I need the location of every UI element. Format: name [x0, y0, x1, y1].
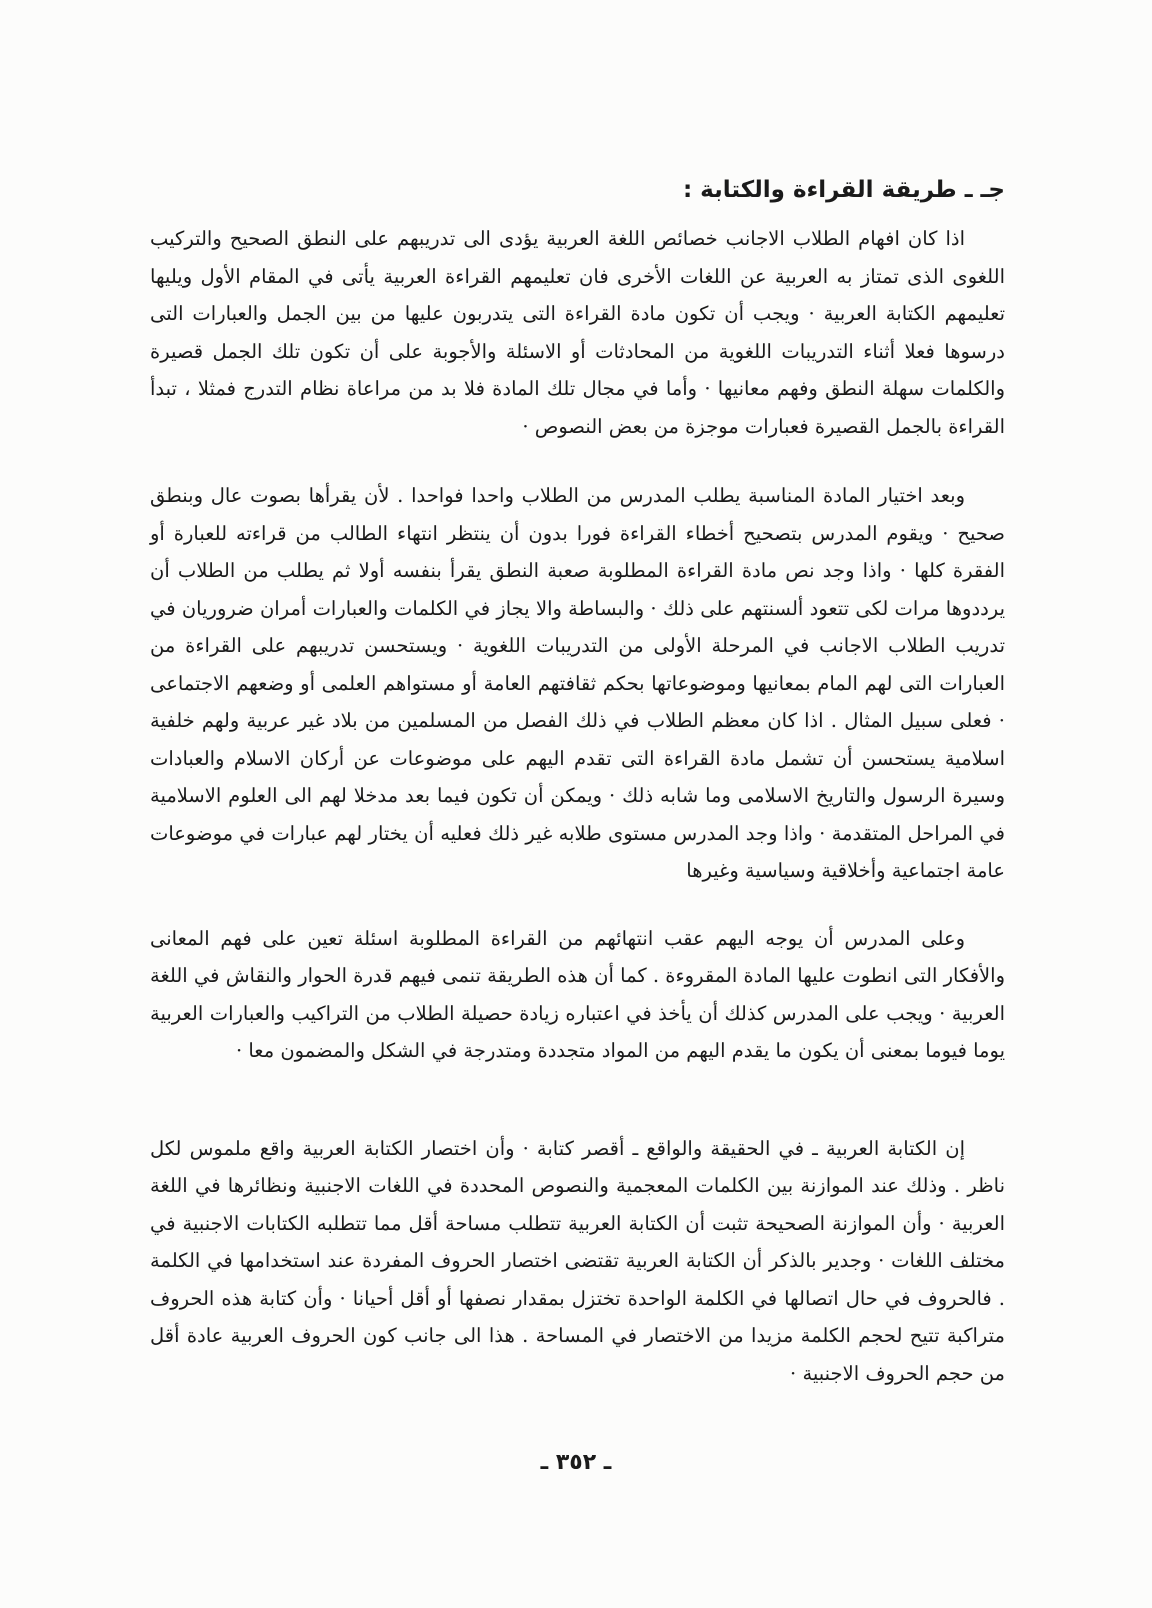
- section-heading: جـ ـ طريقة القراءة والكتابة :: [682, 177, 1005, 203]
- paragraph-1: اذا كان افهام الطلاب الاجانب خصائص اللغة العربية يؤدى الى تدريبهم على النطق الصحيح والتركيب اللغوى الذى تمتاز به العربية عن اللغات الأخرى فان تعليمهم القراءة العربية يأتى في المقام الأول ويليها تعليمهم الكتابة العربية · ويجب أن تكون مادة القراءة التى يتدربون عليها من بين الجمل والعبارات التى درسوها فعلا أثناء التدريبات اللغوية من المحادثات أو الاسئلة والأجوبة على أن تكون تلك الجمل قصيرة والكلمات سهلة النطق وفهم معانيها · وأما في مجال تلك المادة فلا بد من مراعاة نظام التدرج فمثلا ، تبدأ القراءة بالجمل القصيرة فعبارات موجزة من بعض النصوص ·: [150, 227, 1005, 438]
- page-number: ـ ٣٥٢ ـ: [540, 1450, 612, 1475]
- paragraph-4: إن الكتابة العربية ـ في الحقيقة والواقع ـ أقصر كتابة · وأن اختصار الكتابة العربية واقع ملموس لكل ناظر . وذلك عند الموازنة بين الكلمات المعجمية والنصوص المحددة في اللغات الاجنبية ونظائرها في اللغة العربية · وأن الموازنة الصحيحة تثبت أن الكتابة العربية تتطلب مساحة أقل مما تتطلبه الكتابات الاجنبية في مختلف اللغات · وجدير بالذكر أن الكتابة العربية تقتضى اختصار الحروف المفردة عند استخدامها في الكلمة . فالحروف في حال اتصالها في الكلمة الواحدة تختزل بمقدار نصفها أو أقل أحيانا · وأن كتابة هذه الحروف متراكبة تتيح لحجم الكلمة مزيدا من الاختصار في المساحة . هذا الى جانب كون الحروف العربية عادة أقل من حجم الحروف الاجنبية ·: [150, 1136, 1005, 1385]
- document-page: [150, 170, 1005, 1392]
- paragraph-3: وعلى المدرس أن يوجه اليهم عقب انتهائهم من القراءة المطلوبة اسئلة تعين على فهم المعانى والأفكار التى انطوت عليها المادة المقروءة . كما أن هذه الطريقة تنمى فيهم قدرة الحوار والنقاش في اللغة العربية · ويجب على المدرس كذلك أن يأخذ في اعتباره زيادة حصيلة الطلاب من التراكيب والعبارات العربية يوما فيوما بمعنى أن يكون ما يقدم اليهم من المواد متجددة ومتدرجة في الشكل والمضمون معا ·: [150, 926, 1005, 1062]
- paragraph-2: وبعد اختيار المادة المناسبة يطلب المدرس من الطلاب واحدا فواحدا . لأن يقرأها بصوت عال وبنطق صحيح · ويقوم المدرس بتصحيح أخطاء القراءة فورا بدون أن ينتظر انتهاء الطالب من قراءته للعبارة أو الفقرة كلها · واذا وجد نص مادة القراءة المطلوبة صعبة النطق يقرأ بنفسه أولا ثم يطلب من الطلاب أن يرددوها مرات لكى تتعود ألسنتهم على ذلك · والبساطة والا يجاز في الكلمات والعبارات أمران ضروريان في تدريب الطلاب الاجانب في المرحلة الأولى من التدريبات اللغوية · ويستحسن تدريبهم على القراءة من العبارات التى لهم المام بمعانيها وموضوعاتها بحكم ثقافتهم العامة أو مستواهم العلمى أو وضعهم الاجتماعى · فعلى سبيل المثال . اذا كان معظم الطلاب في ذلك الفصل من المسلمين من بلاد غير عربية ولهم خلفية اسلامية يستحسن أن تشمل مادة القراءة التى تقدم اليهم على موضوعات عن أركان الاسلام والعبادات وسيرة الرسول والتاريخ الاسلامى وما شابه ذلك · ويمكن أن تكون فيما بعد مدخلا لهم الى العلوم الاسلامية في المراحل المتقدمة · واذا وجد المدرس مستوى طلابه غير ذلك فعليه أن يختار لهم عبارات في موضوعات عامة اجتماعية وأخلاقية وسياسية وغيرها: [150, 484, 1005, 882]
